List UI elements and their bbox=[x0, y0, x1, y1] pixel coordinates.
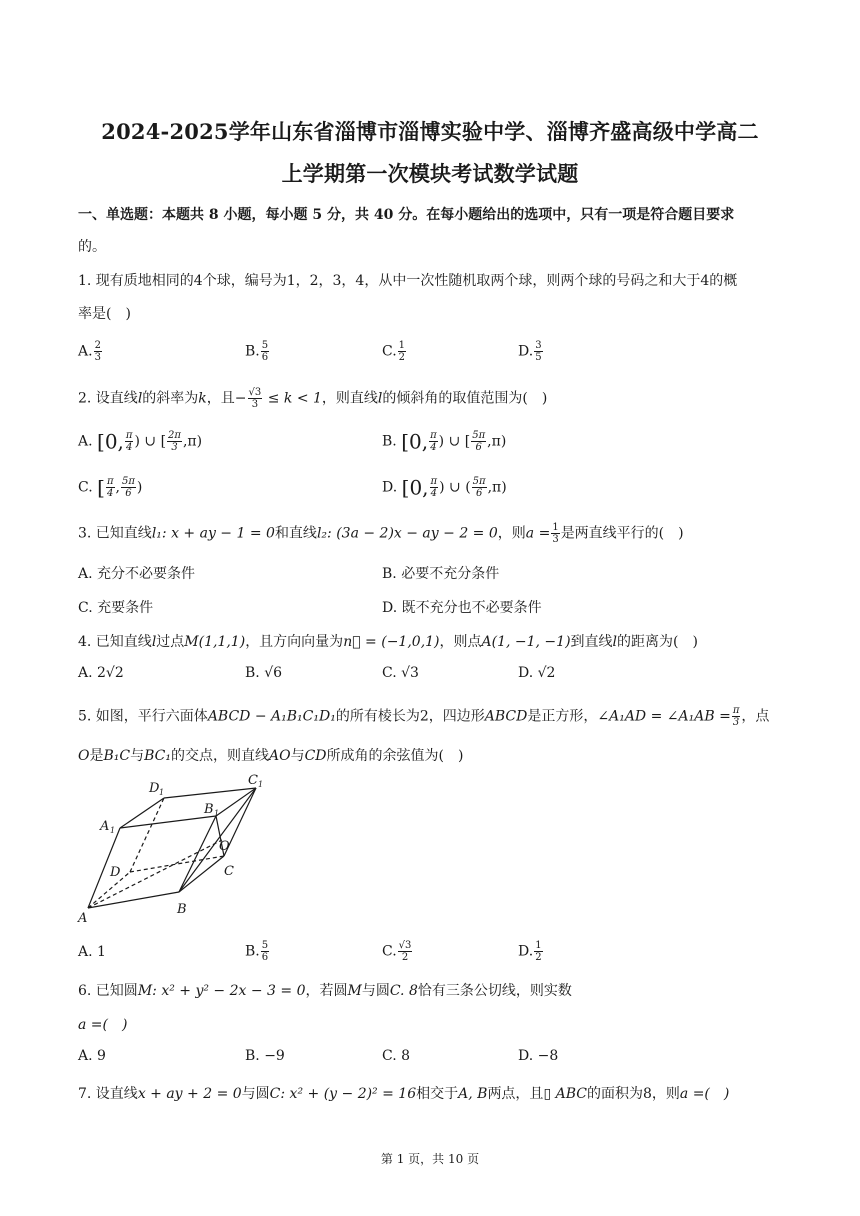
question-5-line2: O是B₁C与BC₁的交点，则直线AO与CD所成角的余弦值为( ) bbox=[78, 748, 464, 764]
q4-option-b: B. √6 bbox=[245, 665, 283, 681]
question-6-line1: 6. 已知圆M: x² + y² − 2x − 3 = 0，若圆M与圆C. 8恰有三条公切线，则实数 bbox=[78, 983, 572, 999]
q2-option-c: C. [ $\frac{\pi}{4}$ , $\frac{5\pi}{6}$ ) bbox=[78, 475, 143, 500]
q1-option-a: A. $\frac{2}{3}$ bbox=[78, 340, 101, 363]
q6-option-a: A. 9 bbox=[78, 1048, 106, 1064]
label-c1-sub: 1 bbox=[258, 780, 264, 789]
q5-option-d: D. $\frac{1}{2}$ bbox=[518, 940, 542, 963]
q5-option-b: B. $\frac{5}{6}$ bbox=[245, 940, 269, 963]
question-1-line2: 率是( ) bbox=[78, 306, 131, 322]
q5-option-a: A. 1 bbox=[78, 944, 106, 960]
q5-option-c: C. $\frac{√3}{2}$ bbox=[382, 940, 412, 963]
section-header-cont: 的。 bbox=[78, 239, 106, 255]
q1-option-b: B. $\frac{5}{6}$ bbox=[245, 340, 269, 363]
q3-option-d: D. 既不充分也不必要条件 bbox=[382, 600, 542, 616]
question-3: 3. 已知直线l₁: x + ay − 1 = 0和直线l₂: (3a − 2)x − ay − 2 = 0，则a = $\frac{1}{3}$ 是两直线平行的( ) bbox=[78, 522, 684, 545]
q2-option-d: D. [0, $\frac{\pi}{4}$ ) ∪ ( $\frac{5\pi}{6}$ ,π) bbox=[382, 475, 507, 500]
label-c1: C bbox=[248, 773, 258, 788]
label-d1: D bbox=[149, 781, 160, 796]
question-1-line1: 1. 现有质地相同的4个球，编号为1，2，3，4，从中一次性随机取两个球，则两个球的号码之和大于4的概 bbox=[78, 273, 738, 289]
q6-option-d: D. −8 bbox=[518, 1048, 559, 1064]
q2-option-b: B. [0, $\frac{\pi}{4}$ ) ∪ [ $\frac{5\pi}{6}$ ,π) bbox=[382, 429, 507, 454]
label-a: A bbox=[78, 911, 88, 926]
label-b1-sub: 1 bbox=[214, 809, 220, 818]
label-o: O bbox=[219, 839, 230, 854]
label-a1-sub: 1 bbox=[110, 826, 116, 835]
q2-option-a: A. [0, $\frac{\pi}{4}$ ) ∪ [ $\frac{2\pi}{3}$ ,π) bbox=[78, 429, 203, 454]
edge-bb1 bbox=[179, 816, 216, 892]
q1-option-d: D. $\frac{3}{5}$ bbox=[518, 340, 542, 363]
diag-bc1 bbox=[179, 788, 256, 892]
question-6-line2: a =( ) bbox=[78, 1017, 128, 1033]
parallelepiped-figure bbox=[76, 768, 276, 928]
question-4: 4. 已知直线l过点M(1,1,1)，且方向向量为n⃗ = (−1,0,1)，则点A(1, −1, −1)到直线l的距离为( ) bbox=[78, 634, 698, 650]
label-c: C bbox=[224, 864, 234, 879]
question-7: 7. 设直线x + ay + 2 = 0与圆C: x² + (y − 2)² = 16相交于A, B两点，且▯ ABC的面积为8，则a =( ) bbox=[78, 1086, 730, 1102]
question-2: 2. 设直线l的斜率为k，且− $\frac{√3}{3}$ ≤ k < 1，则直线l的倾斜角的取值范围为( ) bbox=[78, 387, 548, 410]
label-b1: B bbox=[204, 802, 214, 817]
edge-ab bbox=[88, 892, 179, 908]
question-5-line1: 5. 如图，平行六面体ABCD − A₁B₁C₁D₁的所有棱长为2，四边形ABCD是正方形，∠A₁AD = ∠A₁AB = $\frac{\pi}{3}$ ，点 bbox=[78, 705, 770, 728]
q4-option-a: A. 2√2 bbox=[78, 665, 124, 681]
q3-option-a: A. 充分不必要条件 bbox=[78, 566, 196, 582]
label-d1-sub: 1 bbox=[159, 788, 165, 797]
q4-option-c: C. √3 bbox=[382, 665, 419, 681]
label-d: D bbox=[110, 865, 121, 880]
q3-option-c: C. 充要条件 bbox=[78, 600, 154, 616]
doc-title-line1: 2024-2025学年山东省淄博市淄博实验中学、淄博齐盛高级中学高二 bbox=[101, 119, 759, 144]
q4-option-d: D. √2 bbox=[518, 665, 556, 681]
edge-c1d1 bbox=[164, 788, 256, 798]
label-a1: A bbox=[100, 819, 110, 834]
label-b: B bbox=[177, 902, 187, 917]
doc-title-line2: 上学期第一次模块考试数学试题 bbox=[281, 161, 579, 186]
q3-option-b: B. 必要不充分条件 bbox=[382, 566, 500, 582]
q6-option-b: B. −9 bbox=[245, 1048, 285, 1064]
page-footer: 第 1 页，共 10 页 bbox=[380, 1152, 480, 1166]
section-header: 一、单选题：本题共 8 小题，每小题 5 分，共 40 分。在每小题给出的选项中，只有一项是符合题目要求 bbox=[78, 207, 735, 223]
q1-option-c: C. $\frac{1}{2}$ bbox=[382, 340, 406, 363]
edge-ad bbox=[88, 872, 130, 908]
edge-dc bbox=[130, 856, 224, 872]
q6-option-c: C. 8 bbox=[382, 1048, 411, 1064]
